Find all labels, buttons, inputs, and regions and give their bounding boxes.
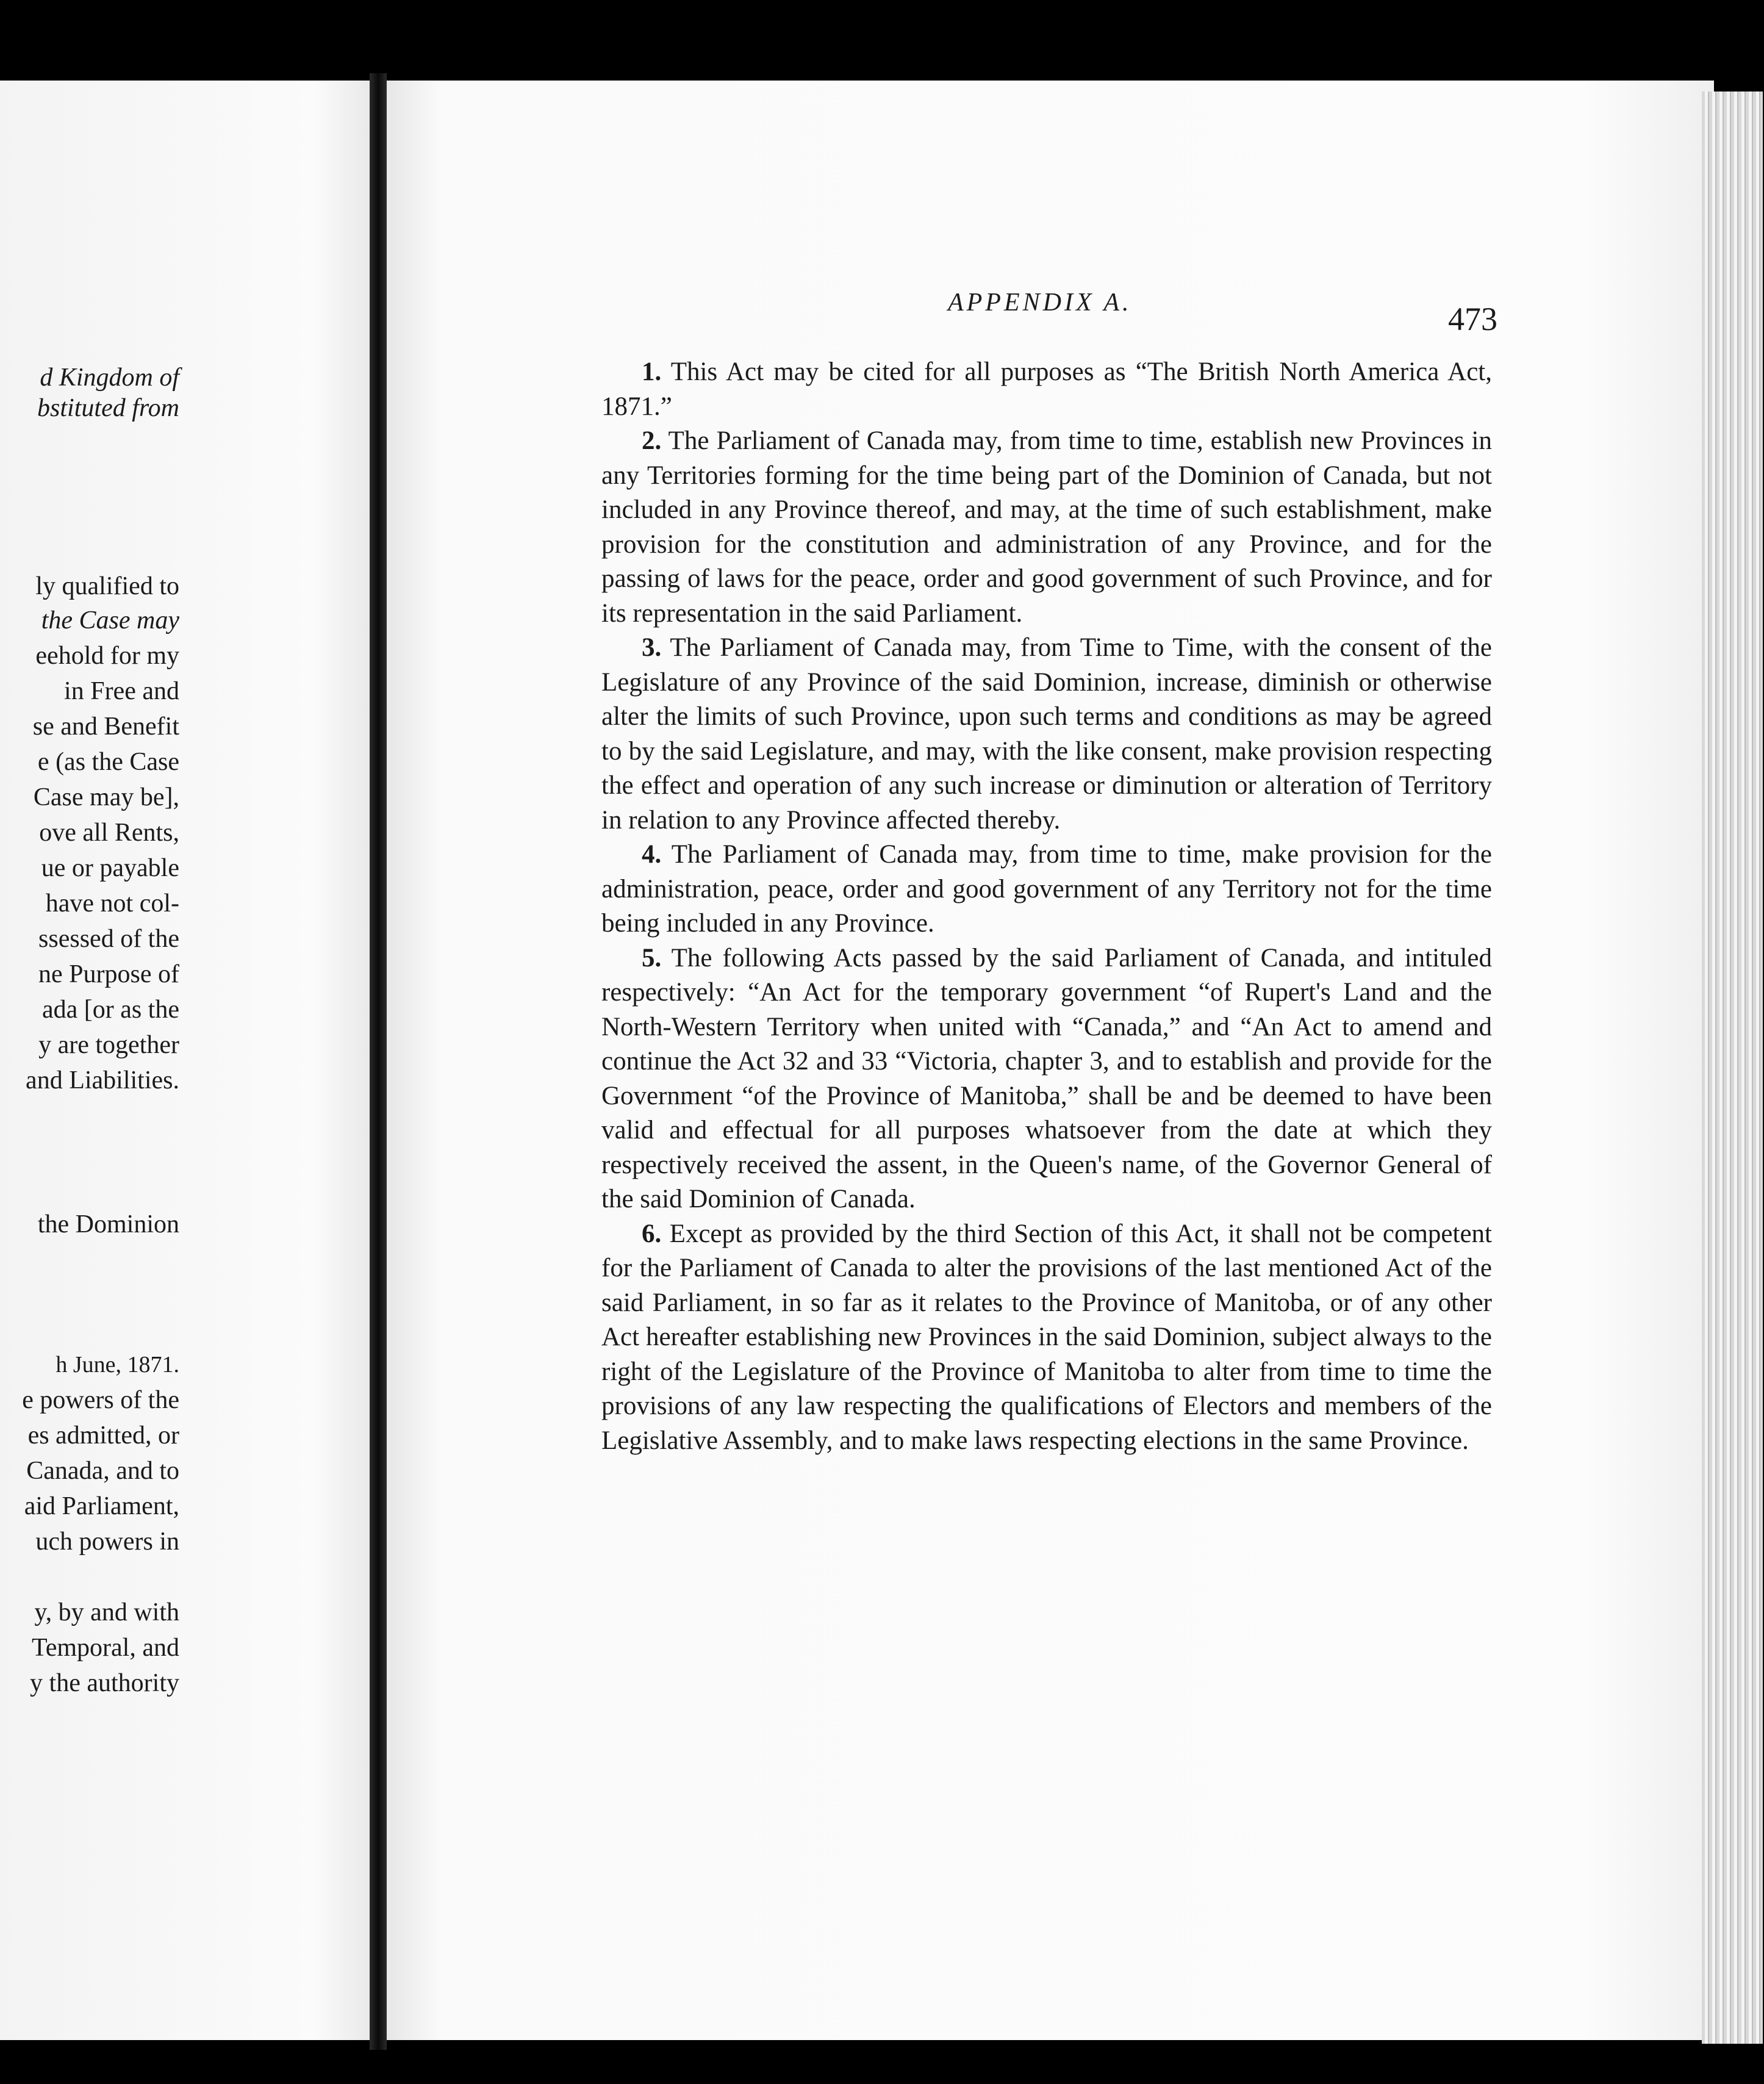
left-page [0,81,370,2040]
section-4 [601,838,1492,941]
page-edges [1702,92,1763,2044]
section-text: Except as provided by the third Section of this Act, it shall not be competent for the Parliament of Canada to alter the provisions of the last mentioned Act of the said Parliament, in so far as it relates to the Province of Manitoba, or of any other Act hereafter establishing new Provinces in the said Dominion, subject always to the right of the Legislature of the Province of Manitoba to alter from time to time the provisions of any law respecting the qualifications of Electors and members of the Legislative Assembly, and to make laws respecting elections in the same Province. [601,1219,1492,1455]
left-fragment: bstituted from [37,394,179,422]
section-text: The Parliament of Canada may, from time to time, make provision for the administration, peace, order and good government of any Territory not for the time being included in any Province. [601,840,1492,938]
section-3 [601,631,1492,838]
section-number: 1. [642,358,662,386]
section-number: 5. [642,943,662,972]
left-fragment: ne Purpose of [38,960,179,988]
section-5 [601,941,1492,1217]
left-fragment: the Dominion [37,1210,179,1238]
left-fragment: d Kingdom of [40,364,179,392]
left-fragment: es admitted, or [27,1421,179,1450]
left-fragment: y the authority [30,1669,179,1697]
left-fragment: ue or payable [41,854,179,882]
page-number: 473 [1448,301,1497,337]
left-fragment: ada [or as the [41,996,179,1024]
section-6 [601,1217,1492,1459]
section-number: 4. [642,840,662,869]
left-fragment: y are together [38,1031,179,1059]
section-number: 3. [642,633,662,662]
left-fragment: Case may be], [33,783,179,811]
body-text [601,355,1492,1458]
left-fragment: se and Benefit [32,713,179,741]
left-fragment: y, by and with [34,1598,179,1626]
section-1 [601,355,1492,424]
left-fragment: e powers of the [22,1386,179,1414]
left-fragment: ove all Rents, [39,819,179,847]
left-fragment: Canada, and to [26,1457,179,1485]
left-fragment: ly qualified to [35,572,179,600]
left-fragment: aid Parliament, [24,1492,179,1520]
section-text: The following Acts passed by the said Parliament of Canada, and intituled respectively: “An Act for the temporary government “of Rupert's Land and the North-Western Territory when united with “Canada,” and “An Act to amend and continue the Act 32 and 33 “Victoria, chapter 3, and to establish and provide for the Government “of the Province of Manitoba,” shall be and be deemed to have been valid and effectual for all purposes whatsoever from the date at which they respectively received the assent, in the Queen's name, of the Governor General of the said Dominion of Canada. [601,943,1492,1213]
running-head: APPENDIX A. [948,289,1132,317]
section-text: The Parliament of Canada may, from time to time, establish new Provinces in any Territories forming for the time being part of the Dominion of Canada, but not included in any Province thereof, and may, at the time of such establishment, make provision for the constitution and administration of any Province, and for the passing of laws for the peace, order and good government of such Province, and for its representation in the said Parliament. [601,426,1492,628]
section-text: This Act may be cited for all purposes as “The British North America Act, 1871.” [601,358,1492,421]
left-fragment: Temporal, and [32,1634,179,1662]
section-text: The Parliament of Canada may, from Time to Time, with the consent of the Legislature of any Province of the said Dominion, increase, diminish or otherwise alter the limits of such Province, upon such terms and conditions as may be agreed to by the said Legislature, and may, with the like consent, make provision respecting the effect and operation of any such increase or diminution or alteration of Territory in relation to any Province affected thereby. [601,633,1492,835]
left-fragment: eehold for my [35,642,179,670]
book-gutter [370,73,387,2050]
section-number: 6. [642,1219,662,1248]
left-fragment: in Free and [64,677,179,705]
left-fragment: h June, 1871. [56,1352,179,1378]
left-fragment: e (as the Case [37,748,179,776]
section-2 [601,424,1492,631]
left-fragment: and Liabilities. [26,1066,179,1094]
left-fragment: ssessed of the [38,925,179,953]
left-page-fragments [0,81,370,2040]
left-fragment: have not col- [45,889,179,918]
left-fragment: uch powers in [35,1528,179,1556]
left-fragment: the Case may [41,606,179,634]
right-page [387,81,1714,2040]
section-number: 2. [642,426,662,455]
